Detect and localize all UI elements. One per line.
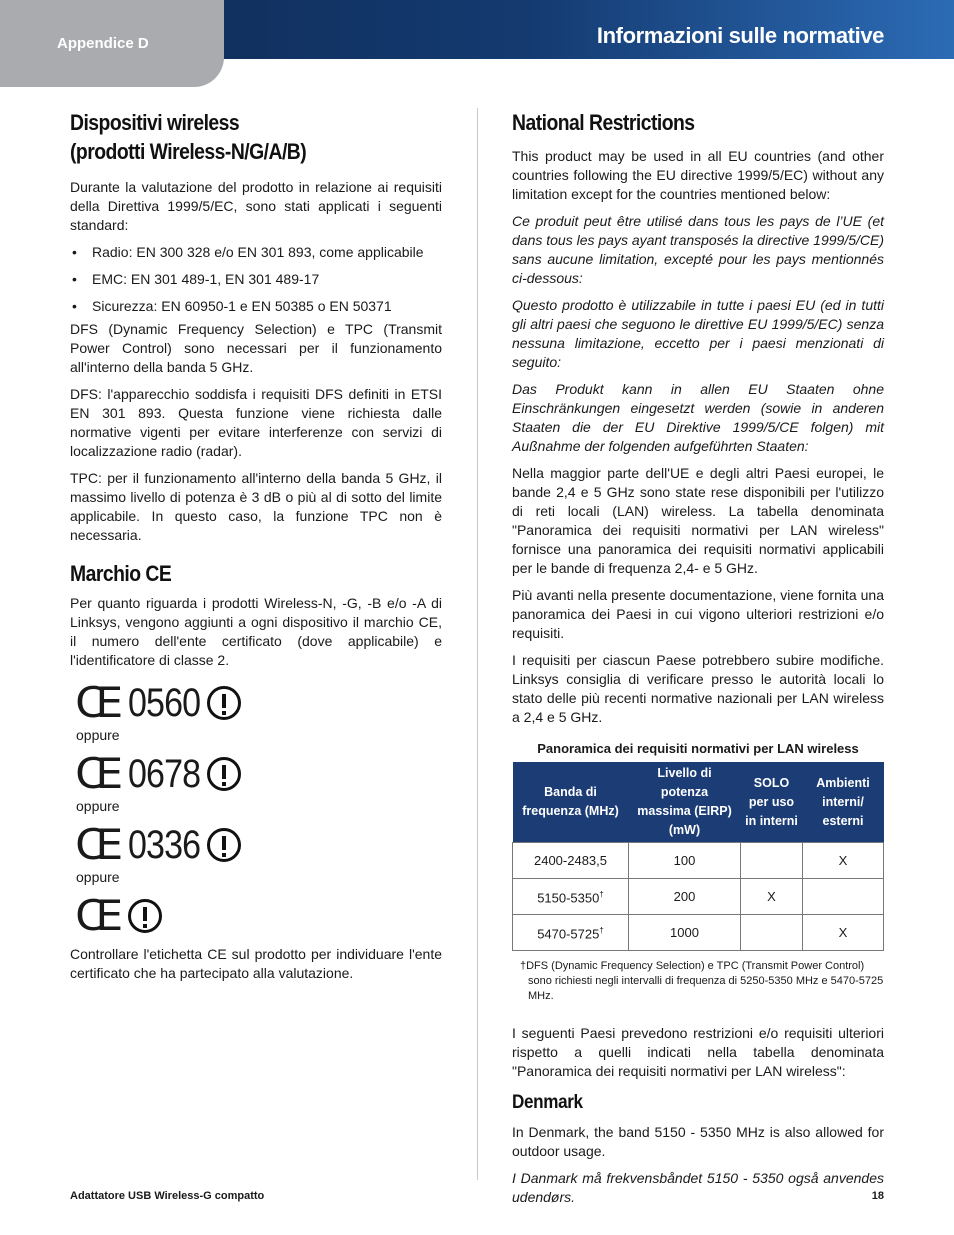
paragraph: Più avanti nella presente documentazione, viene fornita una panoramica dei Paesi in cui vigono ulteriori restrizioni e/o requisiti.	[512, 587, 884, 641]
table-caption: Panoramica dei requisiti normativi per LAN wireless	[537, 741, 859, 756]
section-heading-national: National Restrictions	[512, 110, 695, 135]
paragraph: Durante la valutazione del prodotto in relazione ai requisiti della Direttiva 1999/5/EC, sono stati applicati i seguenti standard:	[70, 179, 442, 233]
ce-logo: CE	[75, 820, 113, 869]
table-cell: 1000	[629, 915, 741, 951]
table-cell	[803, 879, 884, 915]
appendix-tab	[0, 0, 224, 87]
paragraph: DFS (Dynamic Frequency Selection) e TPC (Transmit Power Control) sono necessari per il funzionamento all'interno della banda 5 GHz.	[70, 321, 442, 375]
table-row	[513, 843, 884, 879]
alert-icon	[207, 828, 241, 862]
column-header: SOLO per uso in interni	[741, 762, 803, 843]
table-cell: X	[803, 843, 884, 879]
paragraph-fr: Ce produit peut être utilisé dans tous les pays de l’UE (et dans tous les pays ayant transposés la directive 1999/5/CE) sans aucune limitation, excepté pour les pays mentionnés ci-dessous:	[512, 213, 884, 286]
regulatory-table	[512, 762, 884, 951]
table-footnote: †DFS (Dynamic Frequency Selection) e TPC (Transmit Power Control) sono richiesti negli intervalli di frequenza di 5250-5350 MHz e 5470-5725 MHz.	[520, 960, 884, 1002]
paragraph-en: This product may be used in all EU countries (and other countries following the EU directive 1999/5/EC) without any limitation except for the countries mentioned below:	[512, 148, 884, 202]
paragraph: Per quanto riguarda i prodotti Wireless-N, -G, -B e/o -A di Linksys, vengono aggiunti a ogni dispositivo il marchio CE, il numero dell'ente certificato (dove applicabile) e l'identificatore di classe 2.	[70, 595, 442, 668]
alert-icon	[207, 757, 241, 791]
appendix-label: Appendice D	[57, 35, 149, 52]
column-header: Ambienti interni/ esterni	[803, 762, 884, 843]
or-label: oppure	[76, 798, 120, 814]
paragraph-dk-da: I Danmark må frekvensbåndet 5150 - 5350 også anvendes udendørs.	[512, 1170, 884, 1205]
table-cell: 5150-5350†	[513, 879, 629, 915]
table-cell: 2400-2483,5	[513, 843, 629, 879]
notified-body-number: 0678	[127, 752, 201, 796]
page-title: Informazioni sulle normative	[596, 23, 884, 48]
notified-body-number: 0336	[127, 823, 201, 867]
ce-mark-row	[76, 680, 442, 726]
or-label: oppure	[76, 869, 120, 885]
table-header-row	[513, 762, 884, 843]
table-cell: X	[741, 879, 803, 915]
table-cell: 5470-5725†	[513, 915, 629, 951]
ce-logo: CE	[75, 749, 113, 798]
table-row	[513, 879, 884, 915]
standards-list	[70, 243, 442, 316]
paragraph-it: Questo prodotto è utilizzabile in tutte i paesi EU (ed in tutti gli altri paesi che seguono le direttive EU 1999/5/EC) senza nessuna limitazione, eccetto per i paesi menzionati di seguito:	[512, 297, 884, 370]
ce-mark-row	[76, 822, 442, 868]
left-column	[70, 108, 442, 991]
paragraph: I seguenti Paesi prevedono restrizioni e/o requisiti ulteriori rispetto a quelli indicati nella tabella denominata "Panoramica dei requisiti normativi per LAN wireless":	[512, 1025, 884, 1079]
column-header: Livello di potenza massima (EIRP) (mW)	[629, 762, 741, 843]
paragraph-de: Das Produkt kann in allen EU Staaten ohne Einschränkungen eingesetzt werden (sowie in anderen Staaten die der EU Direktive 1999/5/CE folgen) mit Außnahme der folgenden aufgeführten Staaten:	[512, 381, 884, 454]
column-divider	[477, 108, 478, 1180]
paragraph: Nella maggior parte dell'UE e degli altri Paesi europei, le bande 2,4 e 5 GHz sono state rese disponibili per l'utilizzo di reti locali (LAN) wireless. La tabella denominata "Panoramica dei requisiti normativi per LAN wireless" fornisce una panoramica dei requisiti normativi applicabili per le bande di frequenza 2,4- e 5 GHz.	[512, 465, 884, 576]
ce-mark-row	[76, 893, 442, 939]
table-cell	[741, 843, 803, 879]
paragraph: DFS: l'apparecchio soddisfa i requisiti DFS definiti in ETSI EN 301 893. Questa funzione viene richiesta dalle normative vigenti per evitare interferenze con servizi di localizzazione radio (radar).	[70, 386, 442, 459]
list-item: • Sicurezza: EN 60950-1 e EN 50385 o EN 50371	[70, 297, 442, 316]
paragraph: TPC: per il funzionamento all'interno della banda 5 GHz, il massimo livello di potenza è 3 dB o più al di sotto del limite applicabile. In questo caso, la funzione TPC non è necessaria.	[70, 470, 442, 543]
or-label: oppure	[76, 727, 120, 743]
section-heading-wireless: Dispositivi wireless (prodotti Wireless-N/G/A/B)	[70, 110, 307, 164]
alert-icon	[128, 899, 162, 933]
footer-product-name: Adattatore USB Wireless-G compatto	[70, 1190, 265, 1202]
section-heading-ce: Marchio CE	[70, 561, 172, 586]
list-item: • EMC: EN 301 489-1, EN 301 489-17	[70, 270, 442, 289]
ce-mark-row	[76, 751, 442, 797]
list-item: • Radio: EN 300 328 e/o EN 301 893, come applicabile	[70, 243, 442, 262]
table-cell: 100	[629, 843, 741, 879]
ce-logo: CE	[75, 678, 113, 727]
table-cell: 200	[629, 879, 741, 915]
ce-logo: CE	[75, 891, 113, 940]
notified-body-number: 0560	[127, 681, 201, 725]
paragraph: Controllare l'etichetta CE sul prodotto per individuare l'ente certificato che ha partecipato alla valutazione.	[70, 946, 442, 981]
footer-page-number: 18	[871, 1190, 884, 1202]
table-row	[513, 915, 884, 951]
alert-icon	[207, 686, 241, 720]
right-column	[512, 108, 884, 1215]
paragraph: I requisiti per ciascun Paese potrebbero subire modifiche. Linksys consiglia di verificare presso le autorità locali lo stato delle più recenti normative nazionali per LAN wireless a 2,4 e 5 GHz.	[512, 652, 884, 725]
column-header: Banda di frequenza (MHz)	[513, 762, 629, 843]
table-cell: X	[803, 915, 884, 951]
subheading-denmark: Denmark	[512, 1092, 583, 1113]
paragraph-dk-en: In Denmark, the band 5150 - 5350 MHz is also allowed for outdoor usage.	[512, 1124, 884, 1159]
table-cell	[741, 915, 803, 951]
